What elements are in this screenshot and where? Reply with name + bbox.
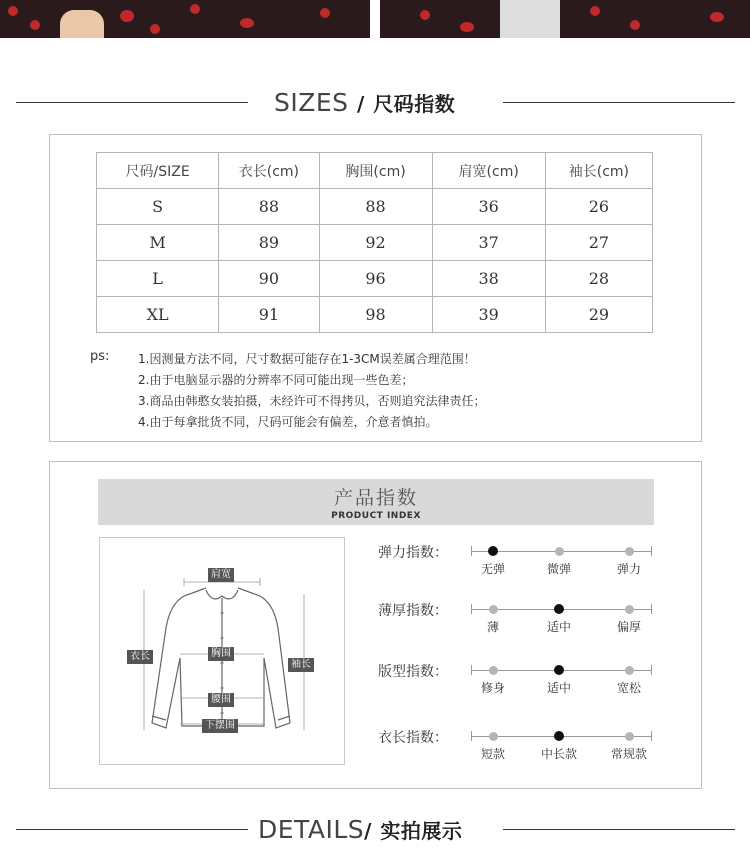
index-scale-tick: [651, 604, 652, 614]
sizes-header-rule-right: [503, 102, 735, 103]
index-option-label: 微弹: [546, 562, 571, 576]
index-dot: [555, 547, 564, 556]
index-scale-tick: [651, 665, 652, 675]
size-cell: S: [97, 189, 219, 225]
chest-cell: 96: [319, 261, 432, 297]
size-cell: L: [97, 261, 219, 297]
product-photo-left: [0, 0, 370, 38]
details-title-cn: 实拍展示: [380, 819, 463, 843]
ps-note: 4.由于每拿批货不同，尺码可能会有偏差，介意者慎拍。: [138, 415, 438, 429]
length-cell: 88: [219, 189, 319, 225]
index-selected-dot: [554, 665, 564, 675]
sleeve-cell: 27: [545, 225, 652, 261]
index-dot: [625, 605, 634, 614]
index-option-label: 弹力: [616, 562, 641, 576]
chest-cell: 92: [319, 225, 432, 261]
product-index-banner: [98, 479, 654, 525]
index-label: 薄厚指数：: [378, 603, 448, 619]
index-dot: [489, 666, 498, 675]
table-row: [97, 261, 653, 297]
index-label: 衣长指数：: [378, 730, 448, 746]
index-option-label: 宽松: [616, 681, 641, 695]
details-title-sep: /: [364, 819, 372, 843]
sleeve-cell: 26: [545, 189, 652, 225]
index-dot: [625, 547, 634, 556]
shoulder-cell: 39: [432, 297, 545, 333]
index-scale-tick: [651, 731, 652, 741]
shoulder-cell: 38: [432, 261, 545, 297]
ps-note: 3.商品由韩憨女装拍摄，未经许可不得拷贝，否则追究法律责任；: [138, 394, 486, 408]
ps-label: ps:: [90, 349, 110, 364]
sizes-header-rule-left: [16, 102, 248, 103]
table-row: [97, 225, 653, 261]
product-index-title-cn: 产品指数: [333, 487, 418, 509]
details-title-en: DETAILS: [258, 815, 365, 844]
header-length: 衣长(cm): [219, 153, 319, 189]
header-shoulder: 肩宽(cm): [432, 153, 545, 189]
sizes-title-sep: /: [357, 92, 365, 116]
diagram-label-chest: 胸围: [208, 647, 234, 661]
index-scale-tick: [471, 546, 472, 556]
length-cell: 89: [219, 225, 319, 261]
index-option-label: 修身: [480, 681, 505, 695]
index-label: 弹力指数：: [378, 545, 448, 561]
details-header-rule-right: [503, 829, 735, 830]
diagram-label-shoulder: 肩宽: [208, 568, 234, 582]
header-sleeve: 袖长(cm): [545, 153, 652, 189]
length-cell: 90: [219, 261, 319, 297]
size-cell: M: [97, 225, 219, 261]
sleeve-cell: 28: [545, 261, 652, 297]
size-table: [96, 152, 653, 333]
chest-cell: 88: [319, 189, 432, 225]
sizes-section-title: [274, 88, 455, 117]
index-option-label: 偏厚: [616, 620, 641, 634]
ps-note: 1.因测量方法不同，尺寸数据可能存在1-3CM误差属合理范围！: [138, 352, 476, 366]
details-section-title: [258, 815, 462, 844]
length-cell: 91: [219, 297, 319, 333]
diagram-label-waist: 腰围: [208, 693, 234, 707]
index-scale-tick: [471, 731, 472, 741]
index-option-label: 适中: [546, 681, 571, 695]
product-photo-right: [380, 0, 750, 38]
index-scale-tick: [471, 604, 472, 614]
index-selected-dot: [554, 731, 564, 741]
shoulder-cell: 37: [432, 225, 545, 261]
index-option-label: 适中: [546, 620, 571, 634]
index-dot: [625, 666, 634, 675]
garment-measurement-diagram: [99, 537, 345, 765]
index-scale-tick: [471, 665, 472, 675]
index-option-label: 短款: [480, 747, 505, 761]
diagram-label-length: 衣长: [127, 650, 153, 664]
index-option-label: 薄: [486, 620, 499, 634]
sizes-title-en: SIZES: [274, 88, 349, 117]
shoulder-cell: 36: [432, 189, 545, 225]
product-index-title-en: PRODUCT INDEX: [331, 511, 421, 521]
index-dot: [625, 732, 634, 741]
sleeve-cell: 29: [545, 297, 652, 333]
ps-notes: [138, 349, 485, 433]
index-option-label: 无弹: [480, 562, 505, 576]
size-table-header: [97, 153, 653, 189]
index-dot: [489, 732, 498, 741]
ps-note: 2.由于电脑显示器的分辨率不同可能出现一些色差；: [138, 373, 414, 387]
index-selected-dot: [488, 546, 498, 556]
header-size: 尺码/SIZE: [97, 153, 219, 189]
index-option-label: 中长款: [540, 747, 577, 761]
diagram-label-sleeve: 袖长: [288, 658, 314, 672]
table-row: [97, 189, 653, 225]
index-selected-dot: [554, 604, 564, 614]
diagram-label-hem: 下摆围: [202, 719, 238, 733]
index-dot: [489, 605, 498, 614]
index-label: 版型指数：: [378, 664, 448, 680]
chest-cell: 98: [319, 297, 432, 333]
header-chest: 胸围(cm): [319, 153, 432, 189]
details-header-rule-left: [16, 829, 248, 830]
index-scale-tick: [651, 546, 652, 556]
sizes-title-cn: 尺码指数: [373, 92, 456, 116]
size-cell: XL: [97, 297, 219, 333]
index-option-label: 常规款: [610, 747, 647, 761]
table-row: [97, 297, 653, 333]
